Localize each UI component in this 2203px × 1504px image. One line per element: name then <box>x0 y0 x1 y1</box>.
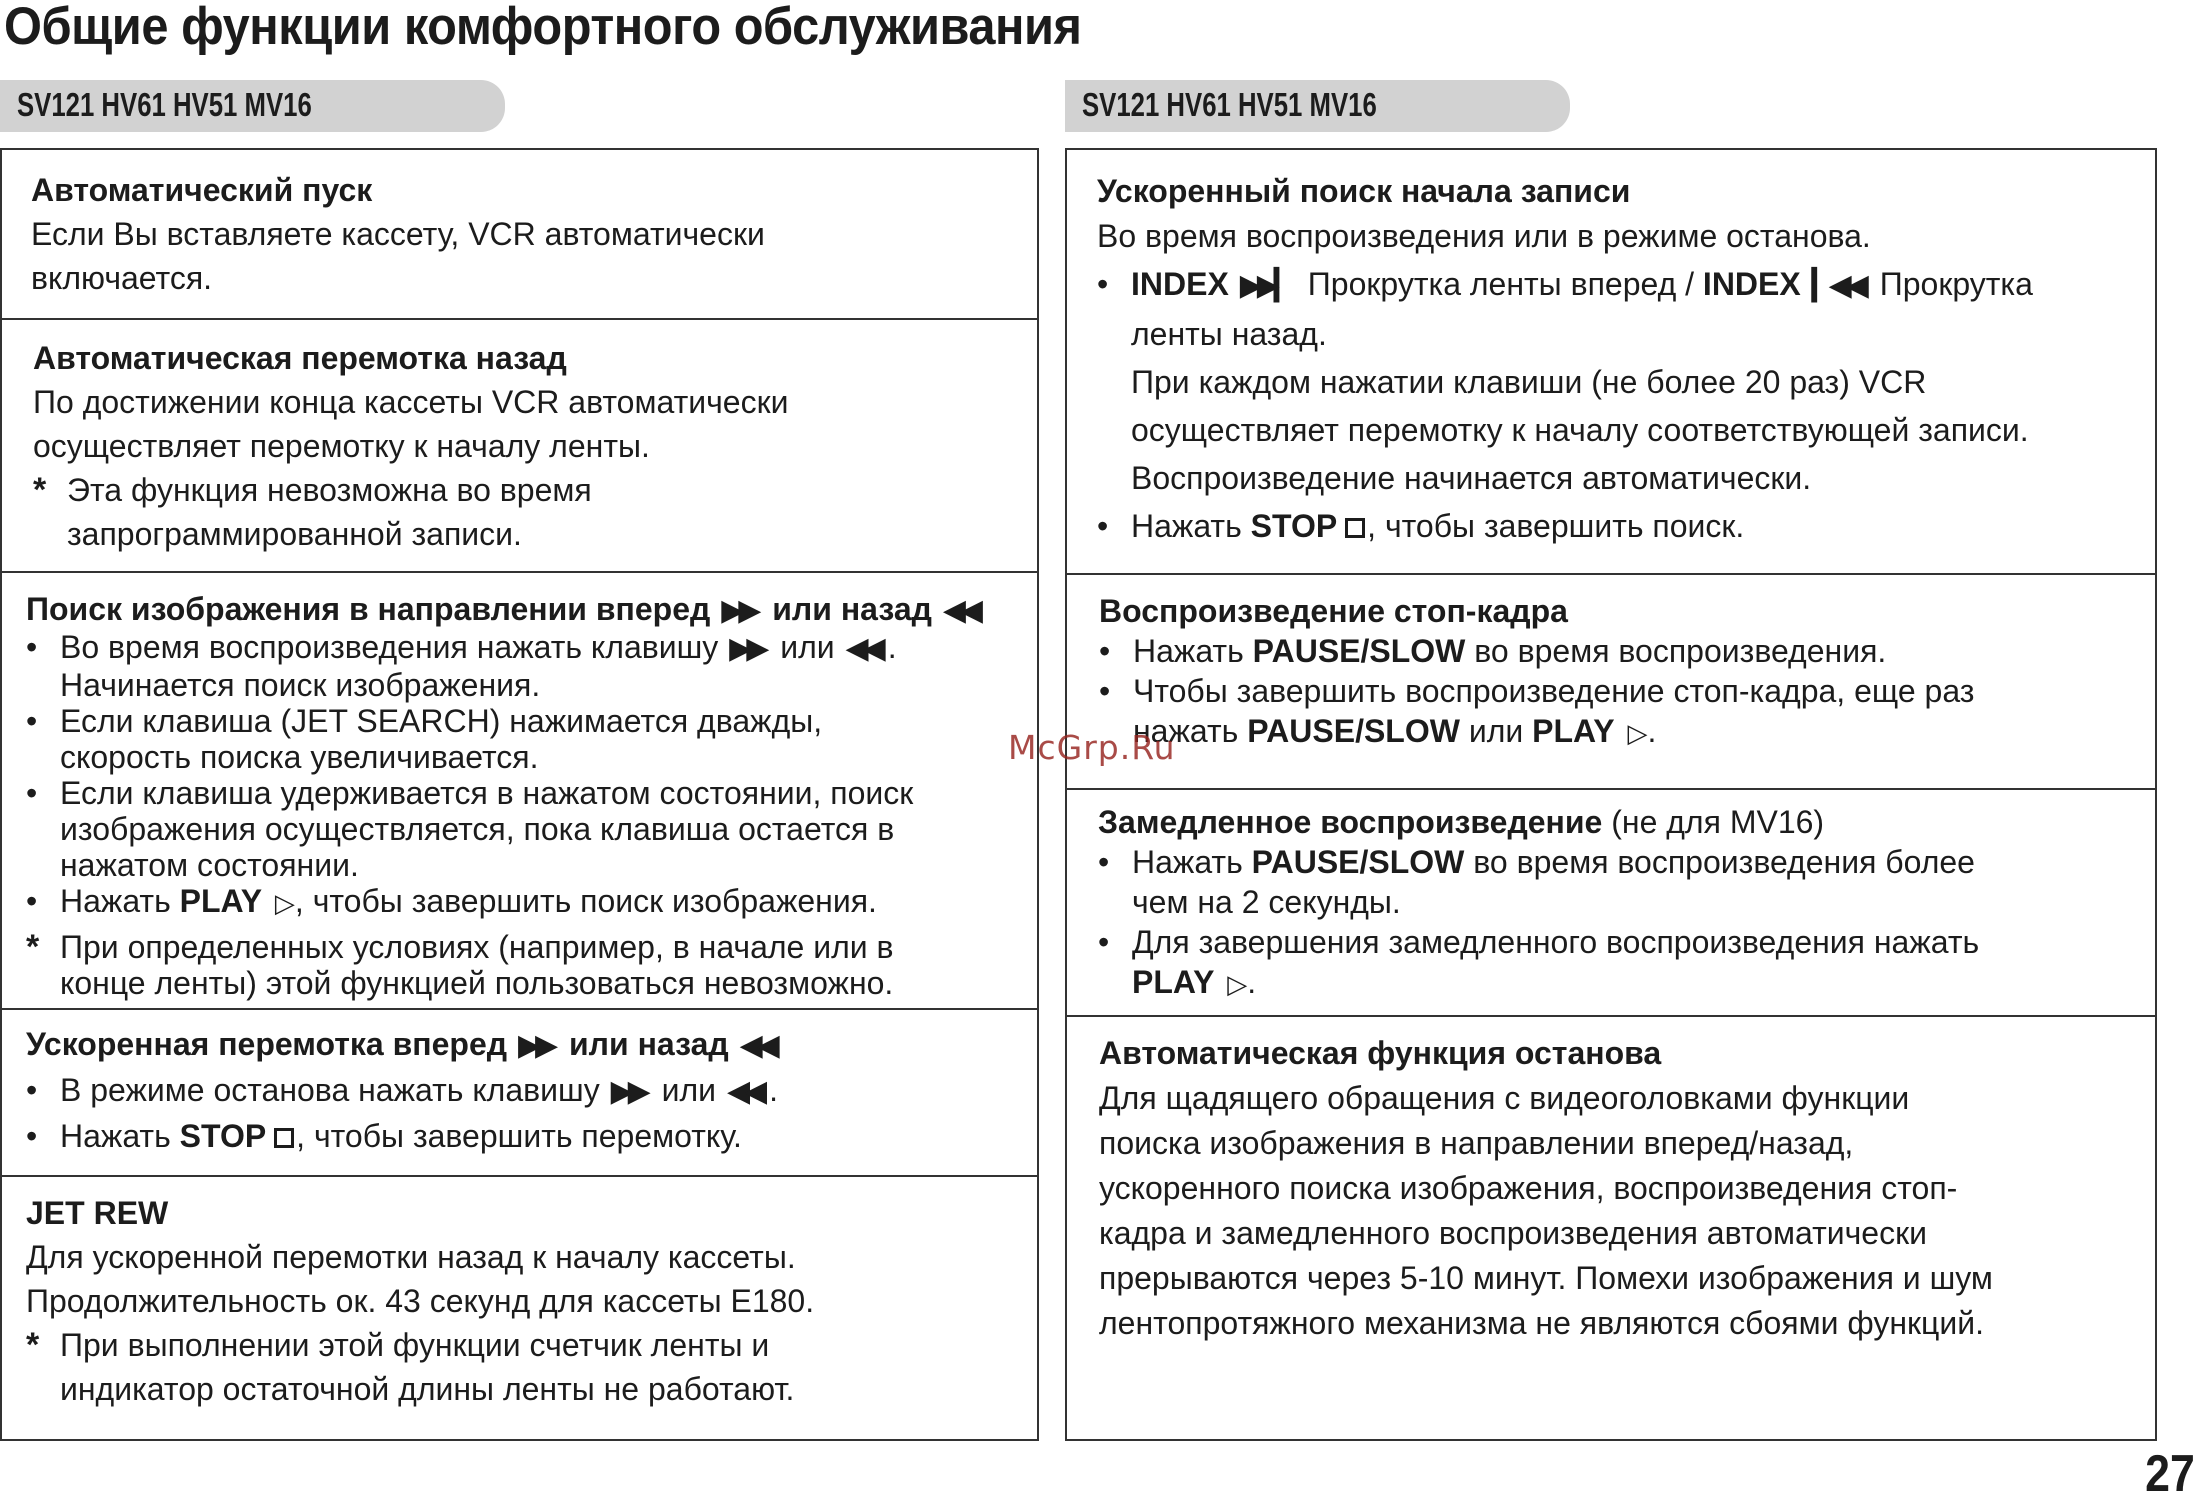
note: * При определенных условиях (например, в начале или в конце ленты) этой функцией пользоваться невозможно. <box>26 928 894 1001</box>
bullet-item: • Нажать PLAY ▷, чтобы завершить поиск изображения. <box>26 883 877 919</box>
key-label: PAUSE/SLOW <box>1251 844 1465 880</box>
section-fast-forward-rewind <box>2 1008 1037 1175</box>
bullet-item: • INDEX ▶▶▎ Прокрутка ленты вперед / INDEX ▎◀◀ Прокрутка ленты назад. При каждом нажатии клавиши (не более 20 раз) VCR осуществляет перемотку к началу соответствующей записи. Воспроизведение начинается автоматически. <box>1097 260 2033 502</box>
play-icon: ▷ <box>1627 718 1648 748</box>
stop-icon <box>274 1128 294 1148</box>
section-heading: Ускоренная перемотка вперед ▶▶ или назад ◀◀ <box>26 1022 782 1068</box>
rewind-icon: ◀◀ <box>845 632 880 665</box>
rewind-icon: ◀◀ <box>726 1075 762 1108</box>
bullet-marker: • <box>26 703 38 739</box>
key-label: PLAY <box>1532 713 1615 749</box>
text-line: Для щадящего обращения с видеоголовками функции <box>1099 1080 1910 1116</box>
text-line: Если Вы вставляете кассету, VCR автоматически <box>31 216 765 252</box>
rewind-icon: ◀◀ <box>739 1029 774 1062</box>
bullet-marker: • <box>1099 633 1111 669</box>
note: * При выполнении этой функции счетчик ленты и индикатор остаточной длины ленты не работают. <box>26 1323 814 1411</box>
bullet-marker: • <box>1099 673 1111 709</box>
bullet-marker: • <box>1098 844 1110 880</box>
rewind-icon: ◀◀ <box>942 594 977 627</box>
watermark: McGrp.Ru <box>1008 728 1176 767</box>
text-line: По достижении конца кассеты VCR автоматически <box>33 384 789 420</box>
forward-icon: ▶▶ <box>610 1075 645 1108</box>
play-icon: ▷ <box>1227 969 1248 999</box>
index-forward-icon: ▶▶▎ <box>1239 269 1291 302</box>
forward-icon: ▶▶ <box>721 594 756 627</box>
section-autorewind <box>2 318 1037 571</box>
stop-icon <box>1345 518 1365 538</box>
bullet-marker: • <box>1097 508 1109 544</box>
text-line: прерываются через 5-10 минут. Помехи изображения и шум <box>1099 1260 1993 1296</box>
section-heading: Ускоренный поиск начала записи <box>1097 173 1631 209</box>
section-heading: Автоматический пуск <box>31 172 373 208</box>
text-line: поиска изображения в направлении вперед/назад, <box>1099 1125 1854 1161</box>
key-label: PAUSE/SLOW <box>1252 633 1466 669</box>
section-jet-rew <box>2 1175 1037 1439</box>
section-heading: Замедленное воспроизведение (не для MV16) <box>1098 804 1825 840</box>
section-autostart <box>2 150 1037 318</box>
bullet-marker: • <box>1098 924 1110 960</box>
left-column <box>0 148 1039 1441</box>
bullet-marker: • <box>26 775 38 811</box>
key-label: INDEX <box>1131 266 1229 302</box>
section-picture-search <box>2 571 1037 1008</box>
right-column <box>1065 148 2157 1441</box>
text-line: Во время воспроизведения или в режиме останова. <box>1097 218 1871 254</box>
key-label: PLAY <box>1132 964 1215 1000</box>
page-title: Общие функции комфортного обслуживания <box>4 0 1082 56</box>
bullet-item: • В режиме останова нажать клавишу ▶▶ или ◀◀ . <box>26 1068 782 1114</box>
key-label: PAUSE/SLOW <box>1247 713 1460 749</box>
bullet-item: • Нажать PAUSE/SLOW во время воспроизведения более чем на 2 секунды. <box>1098 844 1975 920</box>
text-line: включается. <box>31 260 213 296</box>
text-line: лентопротяжного механизма не являются сбоями функций. <box>1099 1305 1984 1341</box>
bullet-marker: • <box>26 629 38 665</box>
section-heading: Автоматическая функция останова <box>1099 1035 1662 1071</box>
bullet-item: • Нажать STOP , чтобы завершить поиск. <box>1097 502 2033 550</box>
asterisk-marker: * <box>26 928 40 966</box>
model-tab-right <box>1065 80 1570 132</box>
key-label: INDEX <box>1702 266 1801 302</box>
key-label: STOP <box>1250 508 1338 544</box>
asterisk-marker: * <box>33 471 47 509</box>
index-rewind-icon: ▎◀◀ <box>1811 269 1863 302</box>
model-tab-left <box>0 80 505 132</box>
bullet-item: • Нажать PAUSE/SLOW во время воспроизведения. <box>1099 633 1887 669</box>
forward-icon: ▶▶ <box>729 632 764 665</box>
section-heading: Воспроизведение стоп-кадра <box>1099 593 1568 629</box>
play-icon: ▷ <box>274 888 295 918</box>
forward-icon: ▶▶ <box>517 1029 553 1062</box>
key-label: STOP <box>179 1118 267 1154</box>
model-list: SV121 HV61 HV51 MV16 <box>17 86 312 123</box>
bullet-item: • Если клавиша (JET SEARCH) нажимается дважды, скорость поиска увеличивается. <box>26 703 823 775</box>
model-list: SV121 HV61 HV51 MV16 <box>1082 86 1377 123</box>
asterisk-marker: * <box>26 1326 40 1364</box>
bullet-item: • Для завершения замедленного воспроизведения нажать PLAY ▷. <box>1098 922 1979 1004</box>
bullet-marker: • <box>26 1118 38 1154</box>
note: * Эта функция невозможна во время запрограммированной записи. <box>33 468 788 556</box>
page-number: 27 <box>2145 1445 2195 1503</box>
bullet-marker: • <box>1097 266 1109 302</box>
section-heading: Автоматическая перемотка назад <box>33 340 567 376</box>
text-line: Для ускоренной перемотки назад к началу кассеты. <box>26 1239 796 1275</box>
key-label: PLAY <box>179 883 263 919</box>
section-index-search <box>1067 150 2155 573</box>
section-heading: JET REW <box>26 1195 169 1231</box>
bullet-item: • Нажать STOP , чтобы завершить перемотку. <box>26 1114 782 1158</box>
section-auto-stop <box>1067 1015 2155 1439</box>
text-line: кадра и замедленного воспроизведения автоматически <box>1099 1215 1927 1251</box>
text-line: Продолжительность ок. 43 секунд для кассеты E180. <box>26 1283 815 1319</box>
bullet-item: • Если клавиша удерживается в нажатом состоянии, поиск изображения осуществляется, пока клавиша остается в нажатом состоянии. <box>26 775 914 883</box>
bullet-marker: • <box>26 883 38 919</box>
section-heading: Поиск изображения в направлении вперед ▶▶ или назад ◀◀ <box>26 591 977 627</box>
section-still-frame <box>1067 573 2155 788</box>
bullet-marker: • <box>26 1072 38 1108</box>
text-line: ускоренного поиска изображения, воспроизведения стоп- <box>1099 1170 1958 1206</box>
bullet-item: • Чтобы завершить воспроизведение стоп-кадра, еще раз нажать PAUSE/SLOW или PLAY ▷. <box>1099 671 1974 753</box>
bullet-item: • Во время воспроизведения нажать клавишу ▶▶ или ◀◀ . Начинается поиск изображения. <box>26 629 897 703</box>
section-slow-motion <box>1067 788 2155 1015</box>
text-line: осуществляет перемотку к началу ленты. <box>33 428 650 464</box>
